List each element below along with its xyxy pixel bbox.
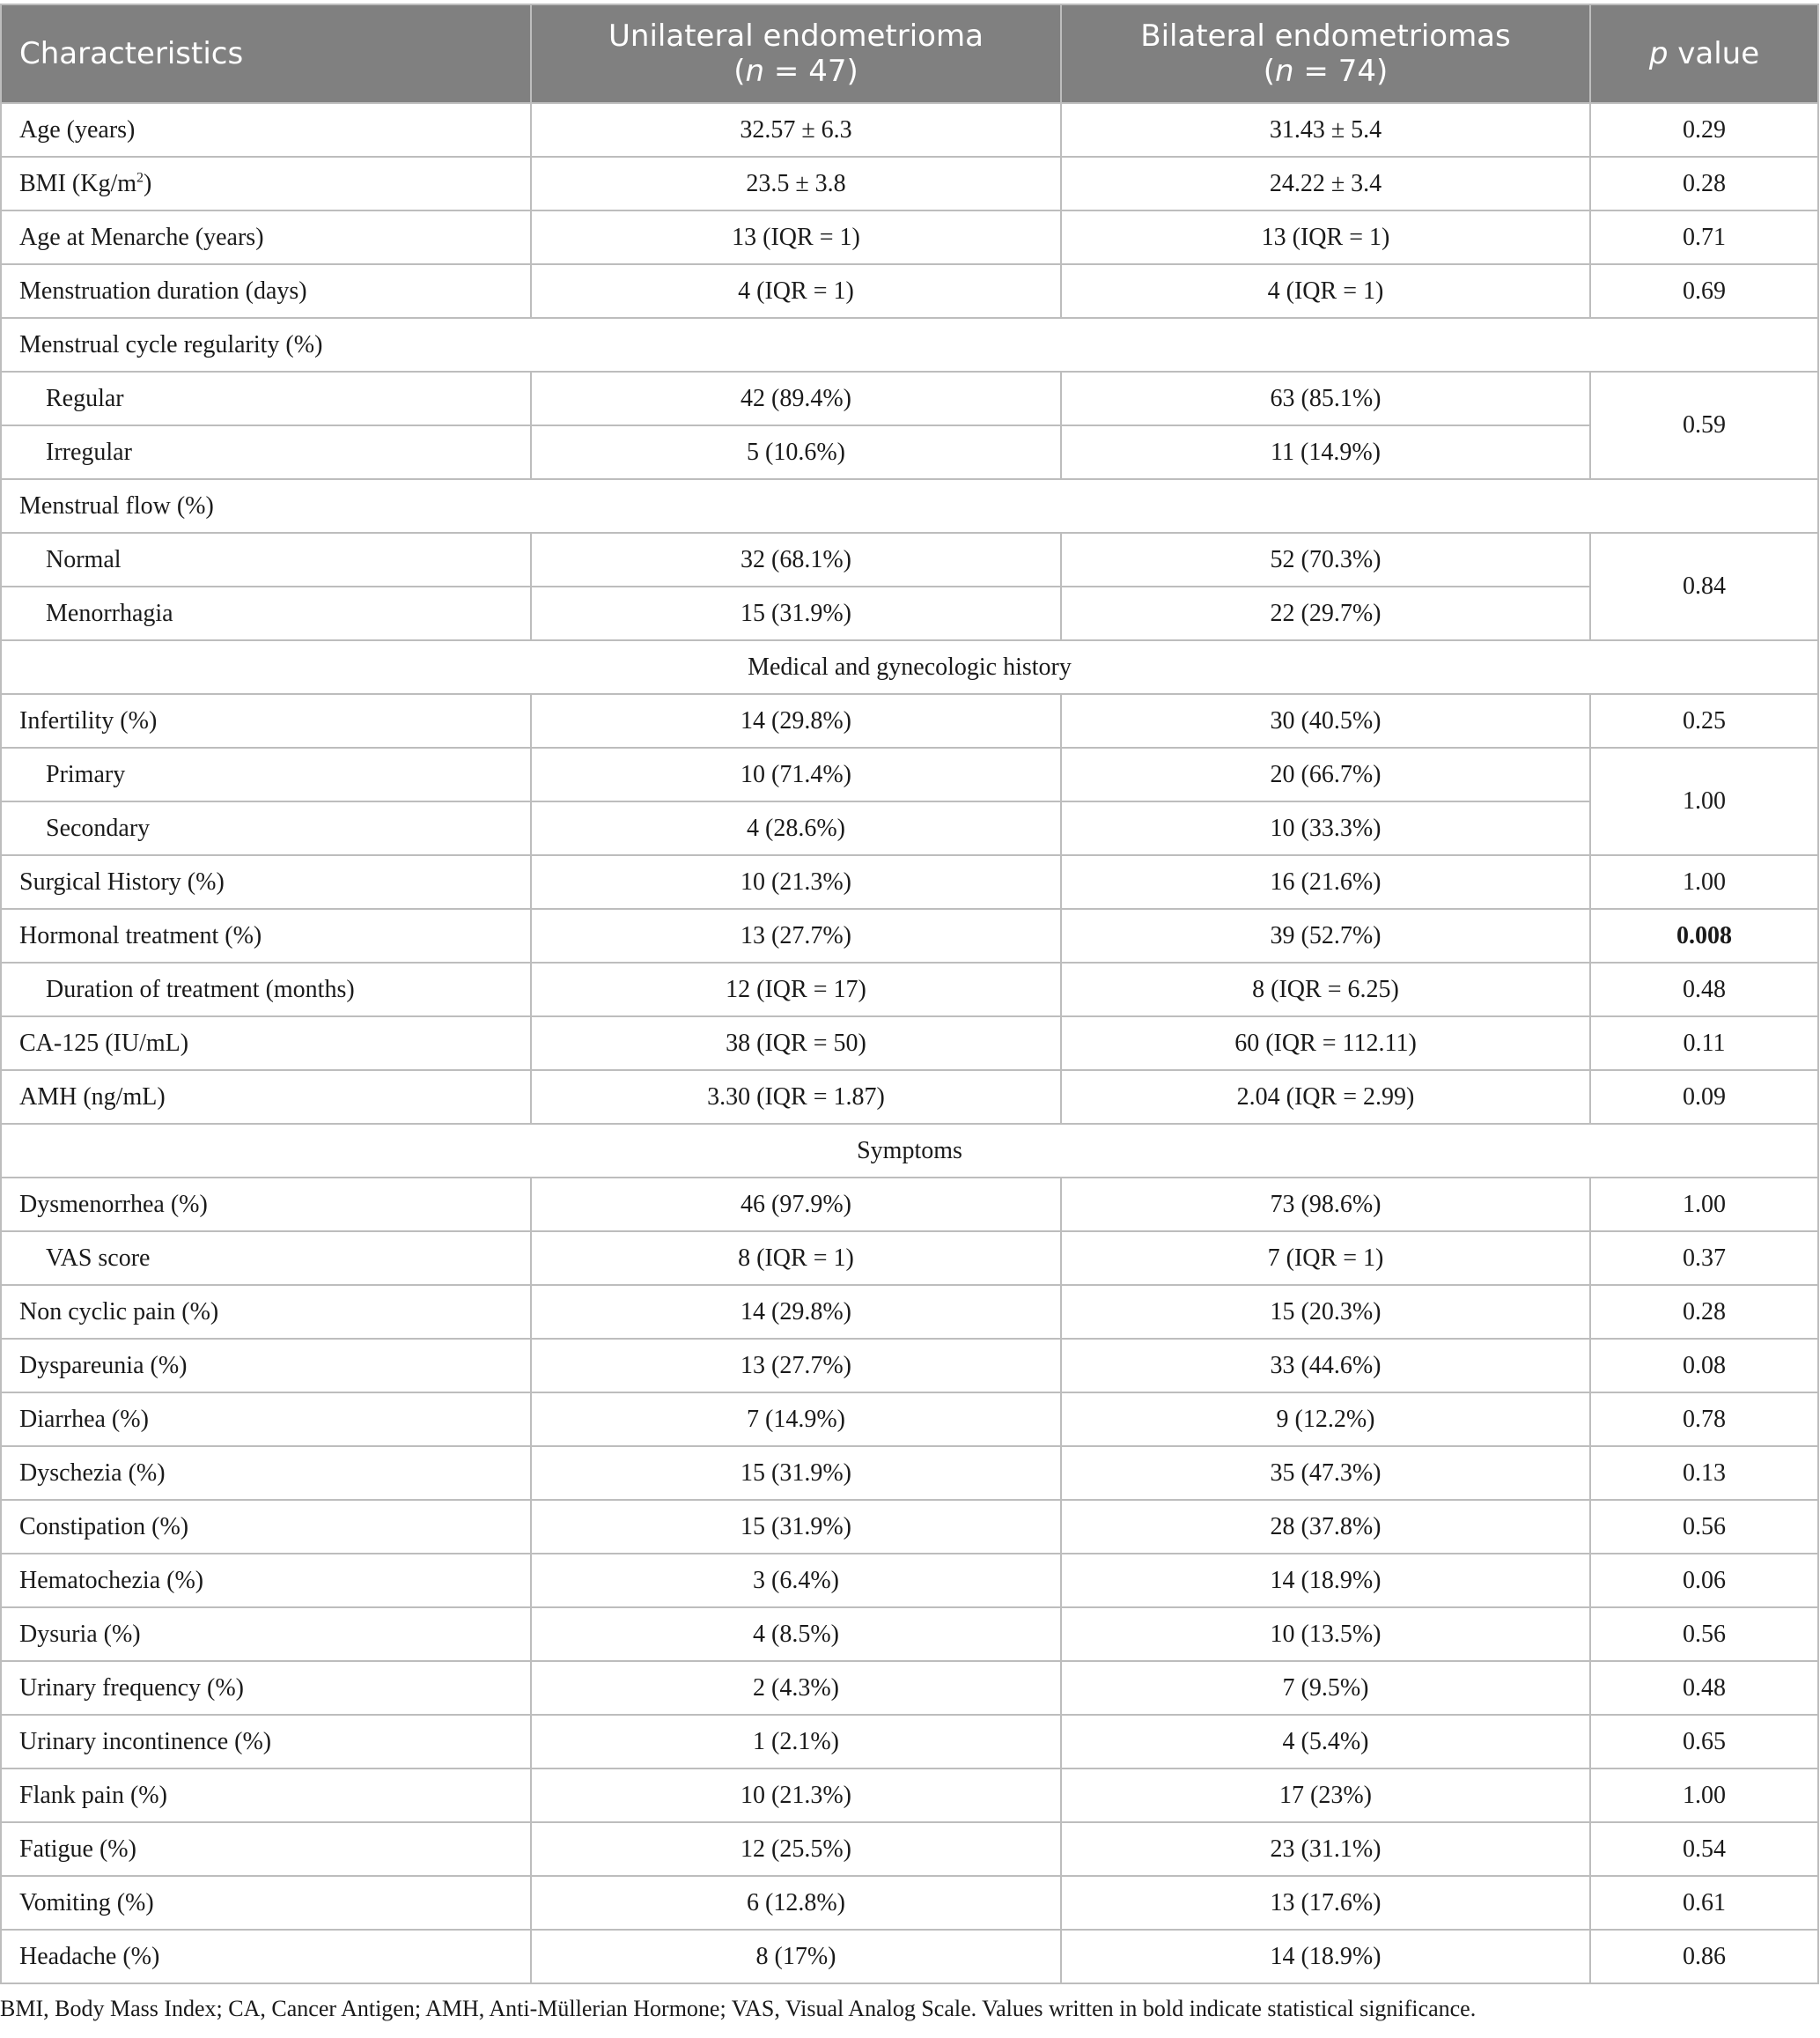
cell-unilateral: 23.5 ± 3.8 <box>531 157 1061 210</box>
cell-p-value-significant: 0.008 <box>1590 909 1818 963</box>
cell-unilateral: 2 (4.3%) <box>531 1661 1061 1715</box>
header-unilateral-n: n <box>745 54 765 89</box>
cell-unilateral: 15 (31.9%) <box>531 1446 1061 1500</box>
row-label: Primary <box>1 748 531 801</box>
cell-bilateral: 10 (13.5%) <box>1061 1607 1590 1661</box>
row-label: Hormonal treatment (%) <box>1 909 531 963</box>
row-label: Dyschezia (%) <box>1 1446 531 1500</box>
cell-bilateral: 20 (66.7%) <box>1061 748 1590 801</box>
cell-unilateral: 12 (IQR = 17) <box>531 963 1061 1016</box>
table-row <box>1 1285 1818 1339</box>
table-row <box>1 1876 1818 1930</box>
cell-unilateral: 8 (IQR = 1) <box>531 1231 1061 1285</box>
row-label: Menstruation duration (days) <box>1 264 531 318</box>
cell-bilateral: 52 (70.3%) <box>1061 533 1590 587</box>
cell-p-value: 0.37 <box>1590 1231 1818 1285</box>
cell-bilateral: 13 (17.6%) <box>1061 1876 1590 1930</box>
section-row <box>1 1124 1818 1178</box>
cell-unilateral: 13 (IQR = 1) <box>531 210 1061 264</box>
cell-bilateral: 9 (12.2%) <box>1061 1392 1590 1446</box>
cell-bilateral: 2.04 (IQR = 2.99) <box>1061 1070 1590 1124</box>
table-row <box>1 1930 1818 1983</box>
cell-unilateral: 32 (68.1%) <box>531 533 1061 587</box>
cell-unilateral: 7 (14.9%) <box>531 1392 1061 1446</box>
header-unilateral-count: = 47) <box>764 54 858 89</box>
row-label: VAS score <box>1 1231 531 1285</box>
table-row <box>1 963 1818 1016</box>
bmi-label-pre: BMI (Kg/m <box>19 169 136 197</box>
cell-p-value: 0.28 <box>1590 157 1818 210</box>
cell-p-value: 1.00 <box>1590 748 1818 855</box>
table-container <box>0 4 1817 1984</box>
cell-bilateral: 39 (52.7%) <box>1061 909 1590 963</box>
cell-p-value: 0.56 <box>1590 1500 1818 1554</box>
row-label: Menorrhagia <box>1 587 531 640</box>
table-row-group-header <box>1 318 1818 372</box>
table-row <box>1 210 1818 264</box>
cell-p-value: 0.28 <box>1590 1285 1818 1339</box>
table-row <box>1 1392 1818 1446</box>
cell-unilateral: 5 (10.6%) <box>531 425 1061 479</box>
table-row <box>1 1768 1818 1822</box>
cell-bilateral: 13 (IQR = 1) <box>1061 210 1590 264</box>
table-row <box>1 1070 1818 1124</box>
row-label: Age at Menarche (years) <box>1 210 531 264</box>
cell-p-value: 0.84 <box>1590 533 1818 640</box>
table-row <box>1 425 1818 479</box>
row-label: CA-125 (IU/mL) <box>1 1016 531 1070</box>
row-label <box>1 157 531 210</box>
table-row <box>1 103 1818 157</box>
cell-unilateral: 4 (IQR = 1) <box>531 264 1061 318</box>
row-label: Normal <box>1 533 531 587</box>
bmi-label-post: ) <box>144 169 152 197</box>
cell-p-value: 1.00 <box>1590 1178 1818 1231</box>
header-p-value <box>1590 4 1818 103</box>
cell-p-value: 0.71 <box>1590 210 1818 264</box>
row-label: Headache (%) <box>1 1930 531 1983</box>
cell-bilateral: 23 (31.1%) <box>1061 1822 1590 1876</box>
row-label: Dysuria (%) <box>1 1607 531 1661</box>
table-header <box>1 4 1818 103</box>
cell-unilateral: 38 (IQR = 50) <box>531 1016 1061 1070</box>
cell-unilateral: 1 (2.1%) <box>531 1715 1061 1768</box>
row-label: Irregular <box>1 425 531 479</box>
cell-bilateral: 4 (IQR = 1) <box>1061 264 1590 318</box>
cell-unilateral: 15 (31.9%) <box>531 1500 1061 1554</box>
cell-p-value: 0.25 <box>1590 694 1818 748</box>
table-row <box>1 1715 1818 1768</box>
bmi-label-sup: 2 <box>136 170 144 186</box>
header-row <box>1 4 1818 103</box>
header-p-rest: value <box>1668 36 1760 71</box>
cell-p-value: 1.00 <box>1590 1768 1818 1822</box>
cell-p-value: 0.56 <box>1590 1607 1818 1661</box>
row-label: Flank pain (%) <box>1 1768 531 1822</box>
row-label: Fatigue (%) <box>1 1822 531 1876</box>
cell-bilateral: 16 (21.6%) <box>1061 855 1590 909</box>
cell-bilateral: 8 (IQR = 6.25) <box>1061 963 1590 1016</box>
table-row <box>1 157 1818 210</box>
row-label: Secondary <box>1 801 531 855</box>
section-title-symptoms: Symptoms <box>1 1124 1818 1178</box>
cell-p-value: 0.11 <box>1590 1016 1818 1070</box>
cell-p-value: 0.59 <box>1590 372 1818 479</box>
cell-p-value: 0.08 <box>1590 1339 1818 1392</box>
cell-unilateral: 3 (6.4%) <box>531 1554 1061 1607</box>
cell-p-value: 0.13 <box>1590 1446 1818 1500</box>
cell-unilateral: 6 (12.8%) <box>531 1876 1061 1930</box>
table-row <box>1 587 1818 640</box>
row-label: Diarrhea (%) <box>1 1392 531 1446</box>
cell-p-value: 0.54 <box>1590 1822 1818 1876</box>
row-label: Infertility (%) <box>1 694 531 748</box>
table-footnote: BMI, Body Mass Index; CA, Cancer Antigen; AMH, Anti-Müllerian Hormone; VAS, Visual Analog Scale. Values written in bold indicate statistical significance. <box>0 1996 1477 2021</box>
cell-unilateral: 14 (29.8%) <box>531 1285 1061 1339</box>
table-row <box>1 533 1818 587</box>
row-label: Age (years) <box>1 103 531 157</box>
cell-unilateral: 13 (27.7%) <box>531 1339 1061 1392</box>
header-bilateral-title: Bilateral endometriomas <box>1140 18 1511 54</box>
table-row <box>1 1554 1818 1607</box>
cell-unilateral: 42 (89.4%) <box>531 372 1061 425</box>
cell-p-value: 0.61 <box>1590 1876 1818 1930</box>
table-row <box>1 1500 1818 1554</box>
cell-unilateral: 10 (21.3%) <box>531 855 1061 909</box>
table-row <box>1 855 1818 909</box>
cell-unilateral: 32.57 ± 6.3 <box>531 103 1061 157</box>
row-label: Surgical History (%) <box>1 855 531 909</box>
table-row <box>1 694 1818 748</box>
cell-unilateral: 3.30 (IQR = 1.87) <box>531 1070 1061 1124</box>
cell-p-value: 0.09 <box>1590 1070 1818 1124</box>
table-row <box>1 1178 1818 1231</box>
cell-bilateral: 14 (18.9%) <box>1061 1930 1590 1983</box>
row-label: Urinary incontinence (%) <box>1 1715 531 1768</box>
header-unilateral-title: Unilateral endometrioma <box>608 18 984 54</box>
cell-bilateral: 73 (98.6%) <box>1061 1178 1590 1231</box>
table-row <box>1 1822 1818 1876</box>
table-row <box>1 372 1818 425</box>
cell-bilateral: 7 (9.5%) <box>1061 1661 1590 1715</box>
cell-bilateral: 15 (20.3%) <box>1061 1285 1590 1339</box>
section-row <box>1 640 1818 694</box>
row-label: AMH (ng/mL) <box>1 1070 531 1124</box>
cell-bilateral: 35 (47.3%) <box>1061 1446 1590 1500</box>
row-label: Constipation (%) <box>1 1500 531 1554</box>
header-p-letter: p <box>1648 36 1669 71</box>
table-row <box>1 264 1818 318</box>
cell-unilateral: 10 (71.4%) <box>531 748 1061 801</box>
row-label: Dysmenorrhea (%) <box>1 1178 531 1231</box>
row-label: Vomiting (%) <box>1 1876 531 1930</box>
cell-bilateral: 30 (40.5%) <box>1061 694 1590 748</box>
cell-unilateral: 12 (25.5%) <box>531 1822 1061 1876</box>
header-bilateral-n: n <box>1275 54 1294 89</box>
cell-unilateral: 14 (29.8%) <box>531 694 1061 748</box>
table-row-group-header <box>1 479 1818 533</box>
cell-bilateral: 63 (85.1%) <box>1061 372 1590 425</box>
row-label: Hematochezia (%) <box>1 1554 531 1607</box>
row-label: Non cyclic pain (%) <box>1 1285 531 1339</box>
cell-p-value: 0.06 <box>1590 1554 1818 1607</box>
cell-bilateral: 33 (44.6%) <box>1061 1339 1590 1392</box>
header-bilateral-count: = 74) <box>1293 54 1389 89</box>
cell-p-value: 0.65 <box>1590 1715 1818 1768</box>
cell-unilateral: 15 (31.9%) <box>531 587 1061 640</box>
cell-bilateral: 17 (23%) <box>1061 1768 1590 1822</box>
row-label: Duration of treatment (months) <box>1 963 531 1016</box>
cell-bilateral: 4 (5.4%) <box>1061 1715 1590 1768</box>
table-row <box>1 801 1818 855</box>
table-row <box>1 748 1818 801</box>
table-row <box>1 1231 1818 1285</box>
table-body <box>1 103 1818 1983</box>
row-label: Urinary frequency (%) <box>1 1661 531 1715</box>
table-row <box>1 1016 1818 1070</box>
cell-bilateral: 14 (18.9%) <box>1061 1554 1590 1607</box>
cell-unilateral: 10 (21.3%) <box>531 1768 1061 1822</box>
table-row <box>1 1446 1818 1500</box>
cell-unilateral: 8 (17%) <box>531 1930 1061 1983</box>
header-unilateral: Unilateral endometrioma (n = 47) <box>531 4 1061 103</box>
cell-bilateral: 31.43 ± 5.4 <box>1061 103 1590 157</box>
row-label: Regular <box>1 372 531 425</box>
cell-p-value: 0.48 <box>1590 1661 1818 1715</box>
cell-unilateral: 13 (27.7%) <box>531 909 1061 963</box>
cell-p-value: 0.48 <box>1590 963 1818 1016</box>
characteristics-table <box>0 4 1819 1984</box>
cell-bilateral: 24.22 ± 3.4 <box>1061 157 1590 210</box>
cell-unilateral: 4 (28.6%) <box>531 801 1061 855</box>
table-row <box>1 1661 1818 1715</box>
table-row <box>1 909 1818 963</box>
group-label: Menstrual flow (%) <box>1 479 1818 533</box>
cell-bilateral: 11 (14.9%) <box>1061 425 1590 479</box>
cell-bilateral: 10 (33.3%) <box>1061 801 1590 855</box>
cell-bilateral: 22 (29.7%) <box>1061 587 1590 640</box>
cell-bilateral: 60 (IQR = 112.11) <box>1061 1016 1590 1070</box>
cell-p-value: 0.29 <box>1590 103 1818 157</box>
table-row <box>1 1607 1818 1661</box>
row-label: Dyspareunia (%) <box>1 1339 531 1392</box>
cell-unilateral: 4 (8.5%) <box>531 1607 1061 1661</box>
group-label: Menstrual cycle regularity (%) <box>1 318 1818 372</box>
cell-p-value: 0.86 <box>1590 1930 1818 1983</box>
cell-p-value: 0.69 <box>1590 264 1818 318</box>
cell-p-value: 1.00 <box>1590 855 1818 909</box>
table-row <box>1 1339 1818 1392</box>
section-title-history: Medical and gynecologic history <box>1 640 1818 694</box>
cell-bilateral: 28 (37.8%) <box>1061 1500 1590 1554</box>
header-bilateral: Bilateral endometriomas (n = 74) <box>1061 4 1590 103</box>
header-characteristics: Characteristics <box>1 4 531 103</box>
cell-p-value: 0.78 <box>1590 1392 1818 1446</box>
cell-bilateral: 7 (IQR = 1) <box>1061 1231 1590 1285</box>
cell-unilateral: 46 (97.9%) <box>531 1178 1061 1231</box>
